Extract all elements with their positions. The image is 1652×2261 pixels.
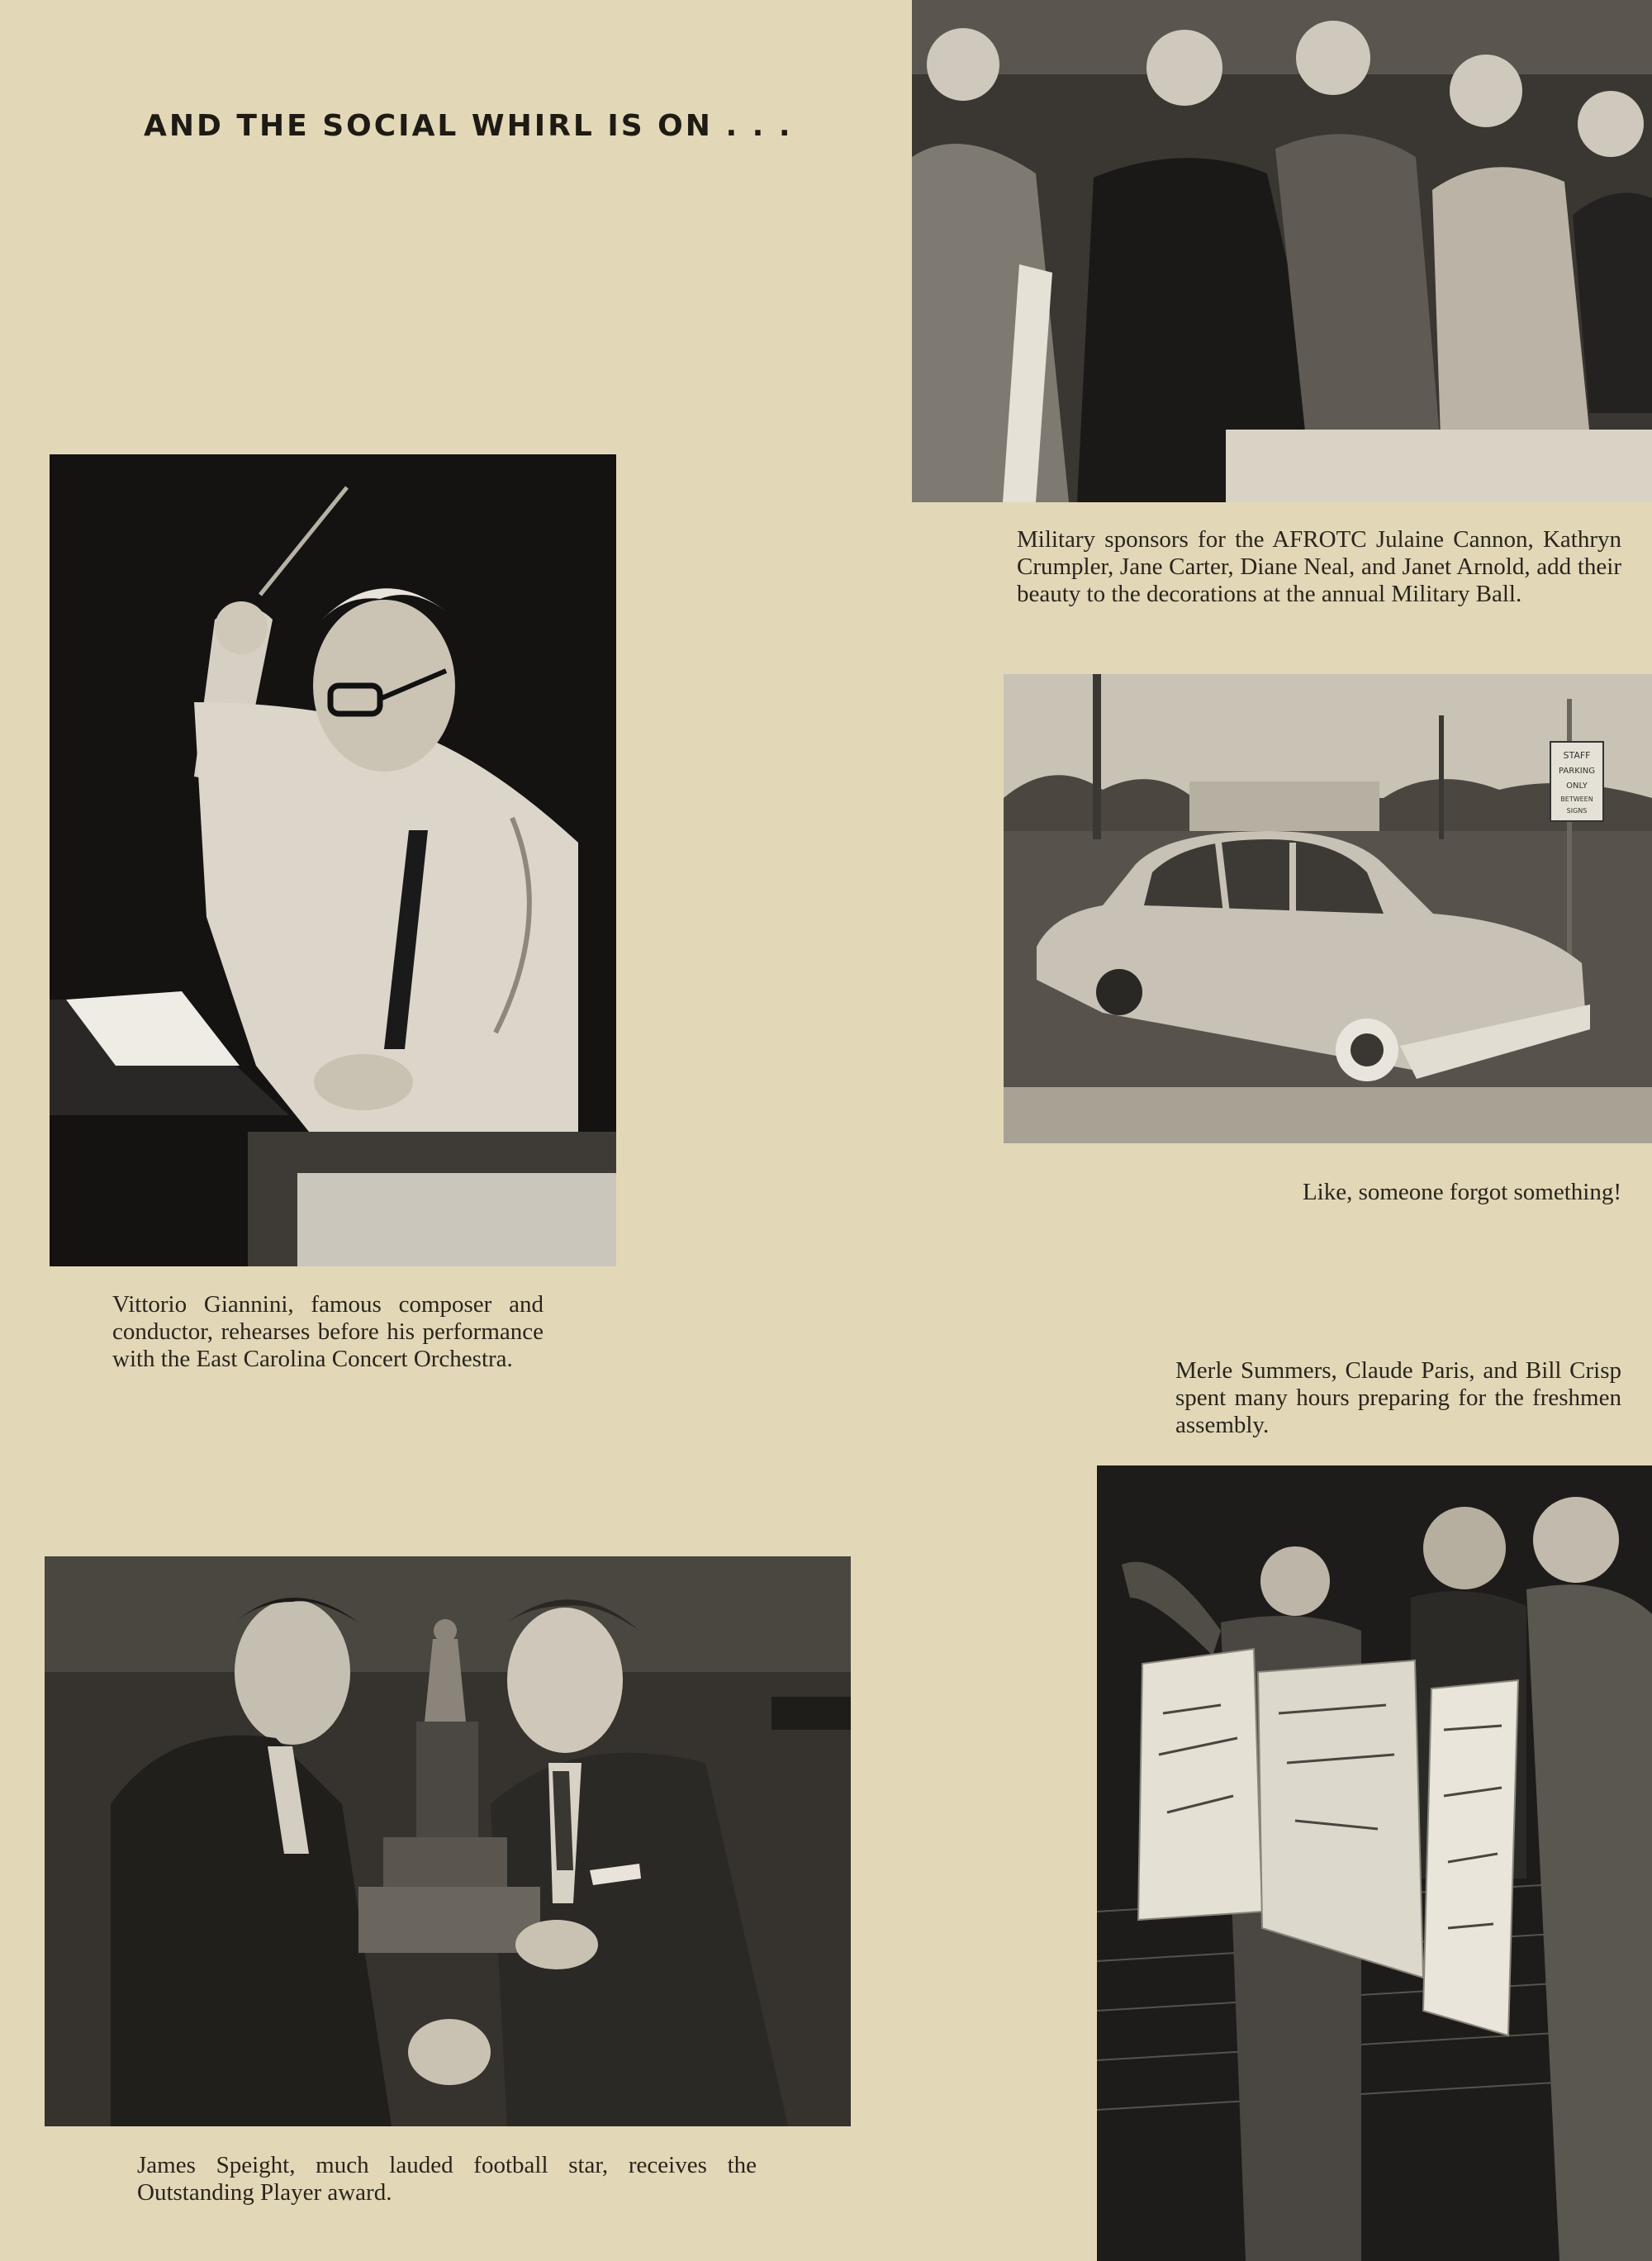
conductor-photo-image (50, 454, 616, 1266)
sponsors-photo-image (912, 0, 1652, 502)
parking-sign-line-4: BETWEEN (1560, 796, 1593, 803)
freshmen-photo (1097, 1465, 1652, 2261)
conductor-photo (50, 454, 616, 1266)
page-title: AND THE SOCIAL WHIRL IS ON . . . (144, 109, 793, 143)
award-photo (45, 1556, 851, 2126)
freshmen-photo-image (1097, 1465, 1652, 2261)
car-caption: Like, someone forgot something! (1302, 1179, 1621, 1205)
car-photo (1004, 674, 1652, 1143)
sponsors-caption: Military sponsors for the AFROTC Julaine Cannon, Kathryn Crumpler, Jane Carter, Diane Neal, and Janet Arnold, add their beauty to the decorations at the annual Military Ball. (1017, 526, 1621, 607)
award-caption: James Speight, much lauded football star, receives the Outstanding Player award. (137, 2152, 757, 2206)
conductor-caption: Vittorio Giannini, famous composer and conductor, rehearses before his performance with the East Carolina Concert Orchestra. (112, 1291, 544, 1372)
freshmen-caption: Merle Summers, Claude Paris, and Bill Crisp spent many hours preparing for the freshmen assembly. (1175, 1357, 1621, 1438)
sponsors-photo (912, 0, 1652, 502)
parking-sign-line-2: PARKING (1559, 767, 1595, 776)
award-photo-image (45, 1556, 851, 2126)
car-photo-image (1004, 674, 1652, 1143)
parking-sign-line-3: ONLY (1566, 781, 1588, 791)
parking-sign-line-5: SIGNS (1566, 807, 1588, 815)
parking-sign-line-1: STAFF (1563, 750, 1591, 761)
